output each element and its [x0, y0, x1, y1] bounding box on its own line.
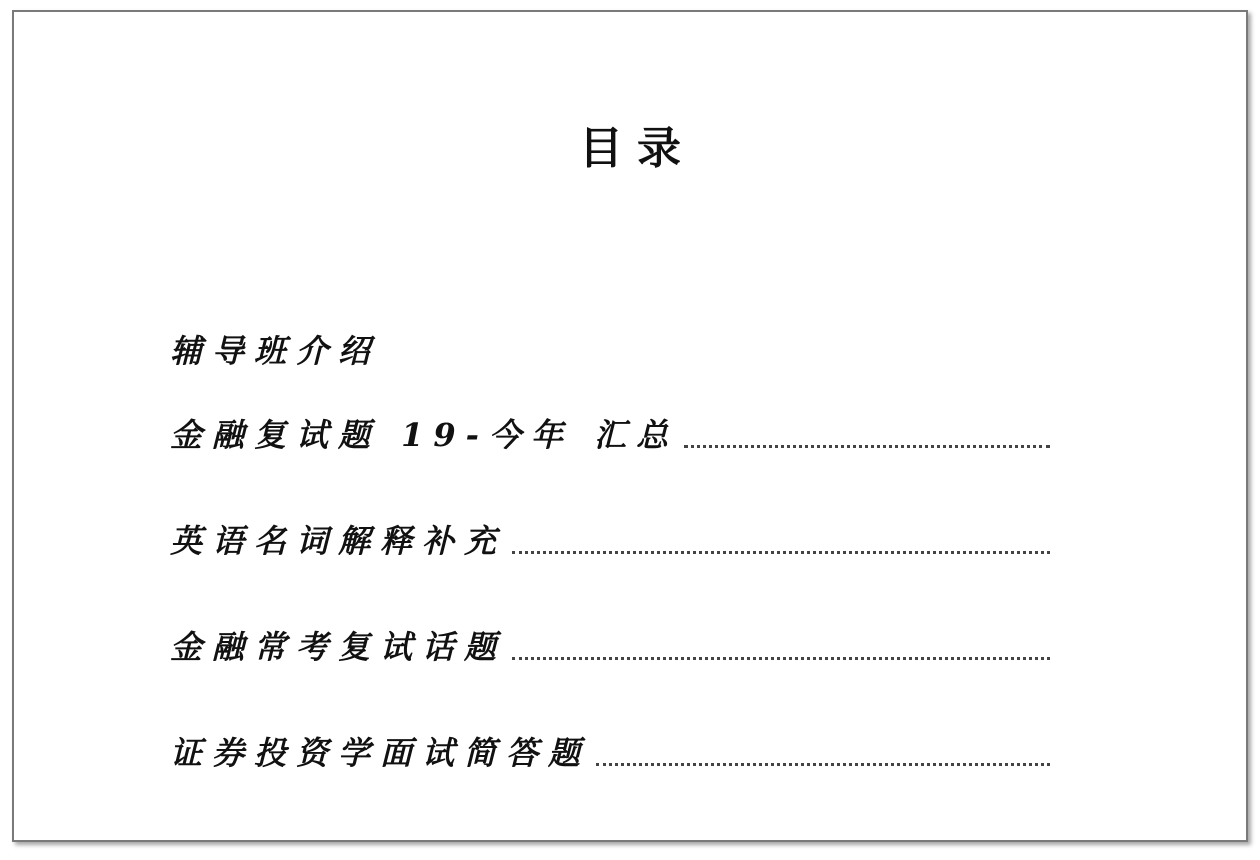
toc-entry-label: 金融复试题 19-今年 汇总	[170, 416, 679, 454]
toc-dot-leader	[596, 763, 1050, 766]
toc-entry-label: 辅导班介绍	[170, 332, 381, 370]
toc-entry	[170, 490, 1050, 596]
toc-entry	[170, 312, 1050, 384]
toc-entry-label: 证券投资学面试简答题	[170, 734, 591, 772]
toc-entry	[170, 596, 1050, 702]
toc-list	[170, 312, 1050, 808]
toc-dot-leader	[512, 551, 1050, 554]
document-page	[12, 10, 1248, 842]
toc-entry-label: 金融常考复试话题	[170, 628, 507, 666]
toc-entry	[170, 702, 1050, 808]
page-title: 目录	[579, 123, 695, 174]
toc-entry-label: 英语名词解释补充	[170, 522, 507, 560]
toc-dot-leader	[512, 657, 1050, 660]
toc-dot-leader	[684, 445, 1050, 448]
toc-entry	[170, 384, 1050, 490]
